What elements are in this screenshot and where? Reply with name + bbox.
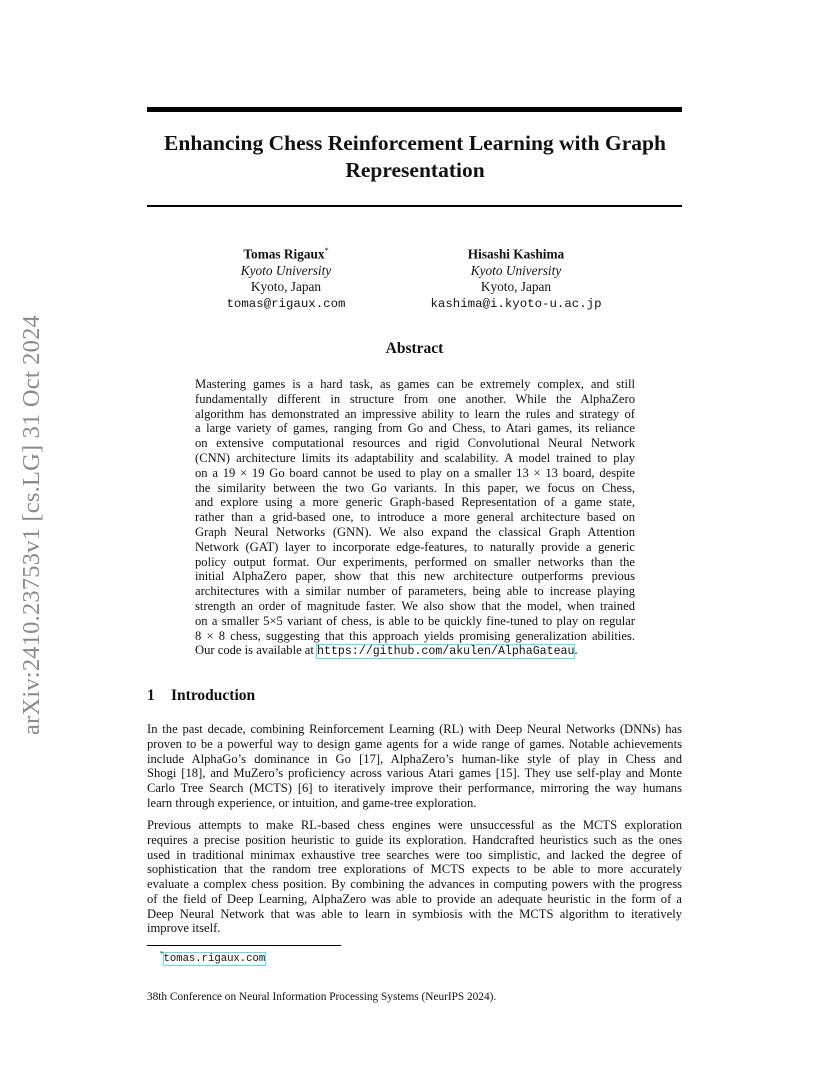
paragraph-line: learn through experience, or intuition, and game-tree exploration.: [147, 795, 477, 810]
author-name: Hisashi Kashima: [467, 246, 565, 262]
paragraph-line: requires a precise position heuristic to guide its exploration. Handcrafted heuristics such as the ones: [147, 832, 682, 847]
abstract-line: the similarity between the two Go variants. In this paper, we focus on Chess,: [195, 480, 635, 495]
author-email[interactable]: kashima@i.kyoto-u.ac.jp: [430, 296, 602, 311]
author-location: Kyoto, Japan: [480, 279, 552, 295]
paragraph-line: of the field of Deep Learning, AlphaZero was able to provide an adequate heuristic in the form of a: [147, 891, 682, 906]
abstract-line: initial AlphaZero paper, show that this new architecture outperforms previous: [195, 569, 635, 584]
paper-title-line: Enhancing Chess Reinforcement Learning with Graph: [164, 131, 666, 155]
abstract-line: 8 × 8 chess, suggesting that this approach yields promising generalization abilities.: [195, 628, 635, 643]
arxiv-identifier-stamp: [2, 290, 62, 760]
abstract-line: architectures with a similar number of parameters, being able to increase playing: [195, 584, 635, 599]
introduction-paragraph-1: [147, 722, 682, 811]
abstract-line: (CNN) architecture limits its adaptability and scalability. A model trained to play: [195, 450, 635, 465]
paragraph-line: proven to be a powerful way to design game agents for a wide range of games. Notable achievements: [147, 736, 682, 751]
title-top-rule: [147, 107, 682, 112]
abstract-line: Graph Neural Networks (GNN). We also expand the classical Graph Attention: [195, 524, 635, 539]
section-number: 1: [147, 687, 155, 704]
paragraph-line: Carlo Tree Search (MCTS) [6] to iteratively improve their performance, mirroring the way humans: [147, 781, 682, 795]
paragraph-line: improve itself.: [147, 921, 221, 936]
paragraph-line: evaluate a complex chess position. By combining the advances in computing powers with the progress: [147, 877, 682, 891]
author-location: Kyoto, Japan: [250, 279, 322, 295]
paragraph-line: Shogi [18], and MuZero’s proficiency across various Atari games [15]. They use self-play and Monte: [147, 766, 682, 781]
paragraph-line: In the past decade, combining Reinforcement Learning (RL) with Deep Neural Networks (DNNs) has: [147, 722, 682, 736]
abstract-line: Network (GAT) layer to incorporate edge-features, to naturally provide a generic: [195, 539, 635, 554]
abstract-line: on extensive computational resources and rigid Convolutional Neural Network: [195, 436, 635, 451]
author-footnote-mark[interactable]: *: [324, 246, 329, 255]
code-repository-link[interactable]: https://github.com/akulen/AlphaGateau: [317, 645, 575, 659]
arxiv-identifier-text: arXiv:2410.23753v1 [cs.LG] 31 Oct 2024: [18, 315, 45, 735]
paragraph-line: used in traditional minimax exhaustive tree searches were too simplistic, and lacked the degree of: [147, 847, 682, 862]
author-affiliation: Kyoto University: [240, 262, 332, 278]
paragraph-line: include AlphaGo’s dominance in Go [17], AlphaZero’s human-like style of play in Chess and: [147, 751, 682, 766]
abstract-line: Mastering games is a hard task, as games can be extremely complex, and still: [195, 377, 635, 391]
introduction-paragraph-2: [147, 818, 682, 936]
paragraph-line: sophistication that the random tree explorations of MCTS expects to be able to more accurately: [147, 862, 682, 877]
paragraph-line: Deep Neural Network that was able to learn in symbiosis with the MCTS algorithm to iteratively: [147, 906, 682, 921]
abstract-body: [195, 377, 635, 660]
title-bottom-rule: [147, 205, 682, 207]
abstract-line: strength an order of magnitude faster. We also show that the model, when trained: [195, 598, 635, 613]
conference-venue-note: 38th Conference on Neural Information Processing Systems (NeurIPS 2024).: [147, 991, 497, 1003]
author-affiliation: Kyoto University: [470, 262, 562, 278]
footnote: [160, 950, 265, 965]
author-block: [176, 243, 396, 312]
paragraph-line: Previous attempts to make RL-based chess engines were unsuccessful as the MCTS exploration: [147, 818, 682, 832]
abstract-line: algorithm has demonstrated an impressive ability to learn the rules and strategy of: [195, 406, 635, 421]
abstract-line: on a 19 × 19 Go board cannot be used to play on a smaller 13 × 13 board, despite: [195, 465, 635, 480]
abstract-line: on a smaller 5×5 variant of chess, is able to be quickly fine-tuned to play on regular: [195, 613, 635, 628]
author-name: Tomas Rigaux*: [243, 246, 329, 262]
abstract-line: and explore using a more generic Graph-based Representation of a game state,: [195, 495, 635, 510]
section-heading-introduction: [147, 687, 255, 705]
abstract-line: a large variety of games, ranging from Go and Chess, to Atari games, its reliance: [195, 421, 635, 436]
footnote-mark: *: [160, 950, 164, 958]
paper-title-line: Representation: [345, 158, 485, 182]
paper-title: [120, 130, 710, 184]
abstract-line: rather than a grid-based one, to introduce a more general architecture based on: [195, 510, 635, 525]
footnote-homepage-link[interactable]: tomas.rigaux.com: [163, 952, 266, 965]
abstract-line: fundamentally different in structure from one another. While the AlphaZero: [195, 391, 635, 406]
footnote-rule: [147, 945, 341, 946]
section-title: Introduction: [171, 687, 256, 704]
abstract-line: policy output format. Our experiments, performed on smaller networks than the: [195, 554, 635, 569]
abstract-heading: Abstract: [385, 340, 444, 357]
author-email[interactable]: tomas@rigaux.com: [226, 296, 346, 311]
abstract-code-line: Our code is available at https://github.com/akulen/AlphaGateau.: [195, 643, 578, 659]
author-block: [406, 243, 626, 312]
